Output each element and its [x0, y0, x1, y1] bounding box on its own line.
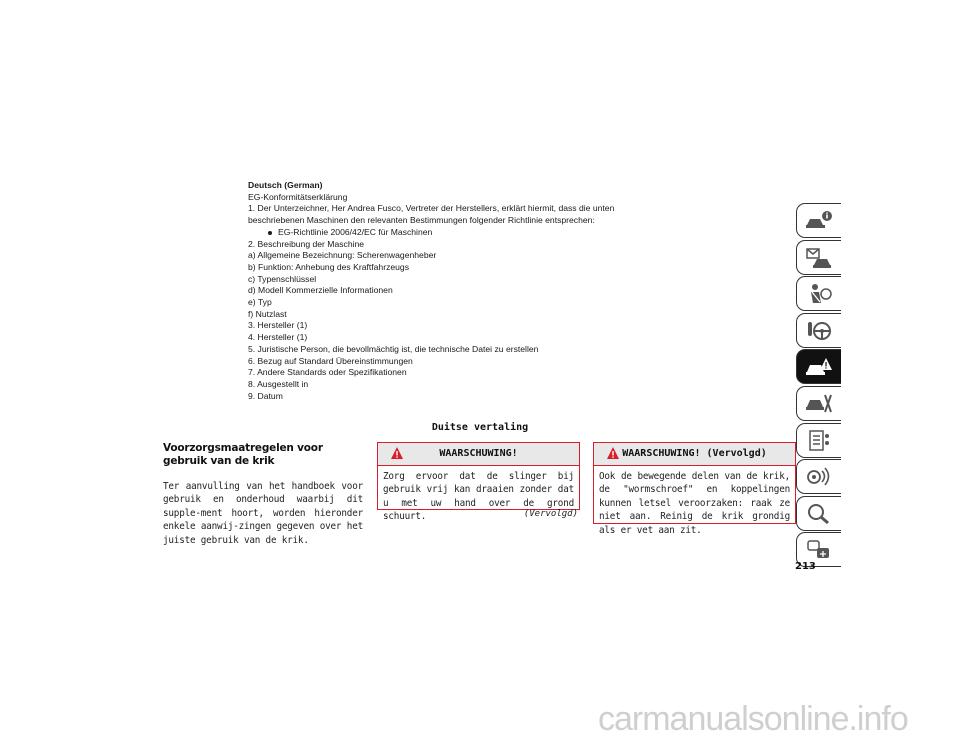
- tab-technical-specs[interactable]: [796, 423, 841, 458]
- warning-box-continued: [593, 442, 796, 536]
- checklist-icon: [805, 429, 833, 452]
- german-line: 3. Hersteller (1): [248, 320, 308, 331]
- chapter-tabs: [796, 203, 842, 569]
- german-title: Deutsch (German): [248, 180, 323, 190]
- german-line: 6. Bezug auf Standard Übereinstimmungen: [248, 355, 413, 366]
- section-jack-precautions: [163, 442, 363, 547]
- german-line: 2. Beschreibung der Maschine: [248, 238, 365, 249]
- tab-index[interactable]: [796, 496, 841, 531]
- german-line: 8. Ausgestellt in: [248, 378, 309, 389]
- german-line: a) Allgemeine Bezeichnung: Scherenwagenheber: [248, 250, 437, 261]
- section-body: Ter aanvulling van het handboek voor gebruik en onderhoud waarbij dit supple-ment hoort, worden hieronder enkele aanwij-zingen gegeven over het juiste gebruik van de krik.: [163, 481, 363, 546]
- continued-label: (Vervolgd): [523, 509, 578, 519]
- tab-multimedia[interactable]: [796, 459, 841, 494]
- watermark: carmanualsonline.info: [598, 700, 908, 738]
- german-line: beschriebenen Maschinen den relevanten Bestimmungen folgender Richtlinie entsprechen:: [248, 215, 595, 226]
- car-service-tools-icon: [805, 392, 833, 415]
- german-line: e) Typ: [248, 297, 272, 308]
- steering-wheel-icon: [805, 319, 833, 342]
- car-info-icon: [805, 209, 833, 232]
- german-line: 4. Hersteller (1): [248, 332, 308, 343]
- warning-text: Ook de bewegende delen van de krik, de "wormschroef" en koppelingen kunnen letsel veroorzaken: raak ze niet aan. Reinig de krik grondig als er vet aan zit.: [599, 471, 790, 536]
- german-line: c) Typenschlüssel: [248, 273, 317, 284]
- magnifier-icon: [805, 502, 833, 525]
- warning-title: WAARSCHUWING!: [439, 448, 518, 459]
- german-bullet: [248, 227, 668, 239]
- german-line: 9. Datum: [248, 390, 283, 401]
- seatbelt-airbag-icon: [805, 282, 833, 305]
- tab-service-maintenance[interactable]: [796, 386, 841, 421]
- german-line: f) Nutzlast: [248, 308, 287, 319]
- page-number: 213: [795, 561, 816, 572]
- tab-safety[interactable]: [796, 276, 841, 311]
- german-declaration: [248, 180, 668, 402]
- german-line: d) Modell Kommerzielle Informationen: [248, 285, 393, 296]
- german-line: 1. Der Unterzeichner, Her Andrea Fusco, Vertreter der Herstellers, erklärt hiermit, dass die unten: [248, 203, 615, 214]
- tab-car-info[interactable]: [796, 203, 841, 238]
- german-line: 7. Andere Standards oder Spezifikationen: [248, 367, 407, 378]
- german-bullet-text: EG-Richtlinie 2006/42/EC für Maschinen: [278, 226, 433, 237]
- envelope-car-icon: [805, 246, 833, 269]
- figure-caption: Duitse vertaling: [431, 422, 529, 433]
- warning-text: Zorg ervoor dat de slinger bij gebruik vrij kan draaien zonder dat u met uw hand over de grond schuurt.: [383, 471, 574, 523]
- tab-starting-operating[interactable]: [796, 313, 841, 348]
- bullet-dot-icon: [268, 231, 272, 235]
- tab-envelope-car[interactable]: [796, 240, 841, 275]
- car-warning-icon: [805, 355, 833, 378]
- german-line: EG-Konformitätserklärung: [248, 191, 348, 202]
- tab-in-case-of-emergency[interactable]: [796, 349, 841, 384]
- multimedia-icon: [805, 465, 833, 488]
- language-icon: [805, 538, 833, 561]
- warning-title: WAARSCHUWING! (Vervolgd): [622, 448, 767, 459]
- german-line: 5. Juristische Person, die bevollmächtig ist, die technische Datei zu erstellen: [248, 343, 539, 354]
- warning-header: [378, 443, 579, 466]
- section-heading: Voorzorgsmaatregelen voor gebruik van de krik: [163, 442, 323, 467]
- warning-header: [594, 443, 795, 466]
- german-line: b) Funktion: Anhebung des Kraftfahrzeugs: [248, 261, 409, 272]
